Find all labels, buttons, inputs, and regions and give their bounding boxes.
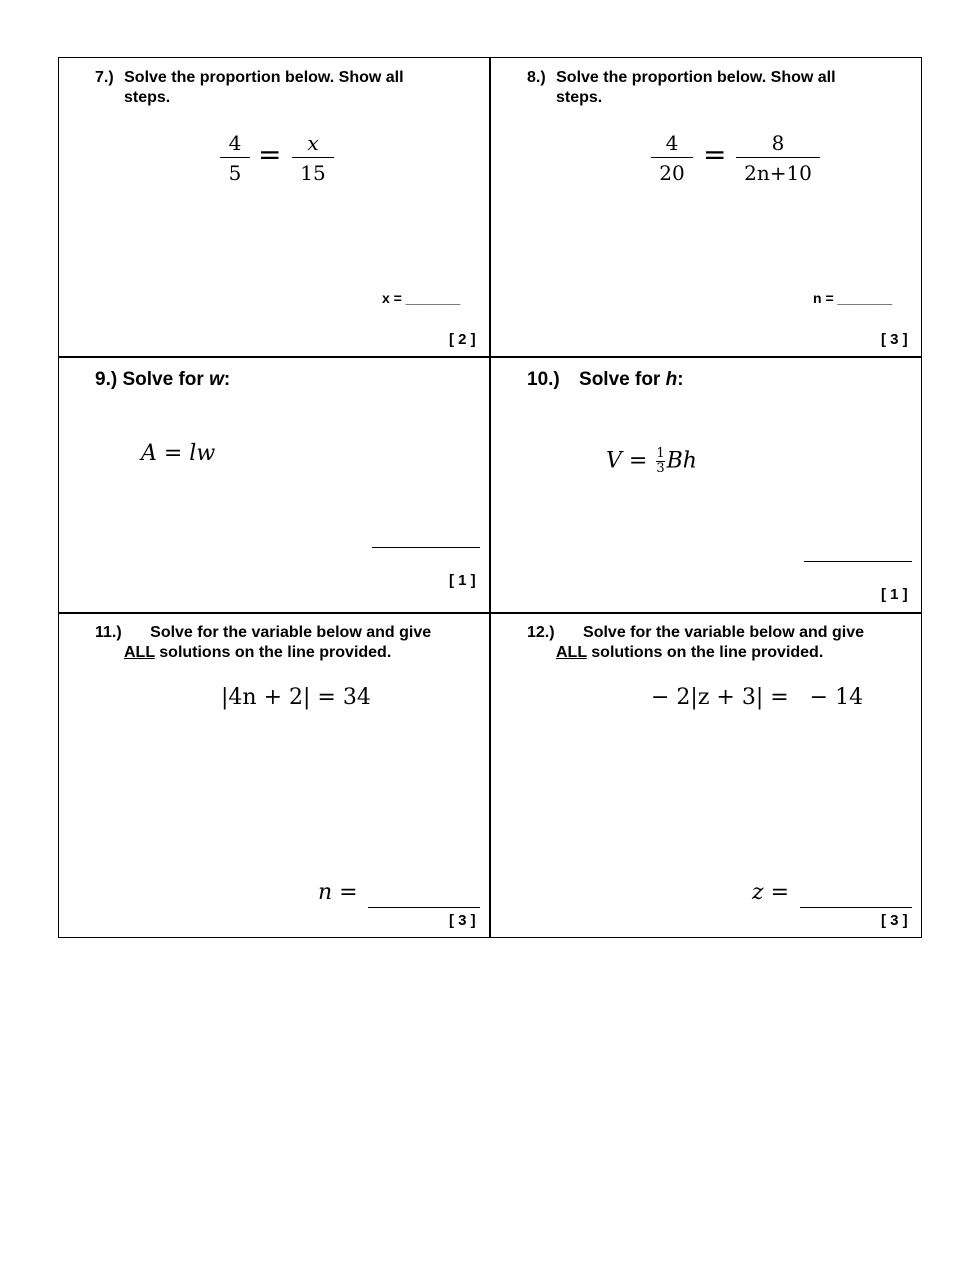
equals-sign: = [258, 138, 282, 171]
equation: − 2|z + 3| = − 14 [651, 685, 864, 710]
problem-number: 8.) [527, 69, 546, 86]
equation: $V = \frac{1}{3}Bh$ [606, 446, 697, 476]
problem-prompt-cont: ALL solutions on the line provided. [556, 644, 824, 661]
problem-prompt-cont: steps. [124, 89, 171, 106]
answer-label: x = [382, 290, 402, 306]
problem-prompt: Solve for the variable below and give [583, 624, 864, 641]
answer-line[interactable] [804, 561, 912, 562]
fraction: 4 20 [651, 131, 693, 186]
problem-prompt: Solve for [579, 369, 661, 390]
answer-label: z = [752, 880, 790, 905]
problem-prompt-cont: ALL solutions on the line provided. [124, 644, 392, 661]
answer-line[interactable] [368, 907, 480, 908]
answer-label: n = [813, 290, 834, 306]
fraction: $\frac{1}{3}$ [656, 446, 665, 476]
problem-number: 12.) [527, 624, 555, 641]
answer-line[interactable] [800, 907, 912, 908]
fraction: 4 5 [220, 131, 250, 186]
problem-prompt: Solve the proportion below. Show all [124, 69, 404, 86]
answer-line[interactable]: _______ [837, 290, 893, 306]
grid-divider-row2 [58, 612, 922, 614]
equals-sign: = [703, 138, 727, 171]
fraction: 8 2n+10 [736, 131, 820, 186]
points-value: [ 3 ] [881, 912, 908, 929]
equation: |4n + 2| = 34 [221, 685, 371, 710]
answer-label: n = [318, 880, 358, 905]
problem-number: 7.) [95, 69, 114, 86]
answer-line[interactable]: _______ [405, 290, 461, 306]
problem-prompt-cont: steps. [556, 89, 603, 106]
emphasis-all: ALL [124, 644, 155, 661]
answer-line[interactable] [372, 547, 480, 548]
points-value: [ 3 ] [881, 331, 908, 348]
problem-prompt: Solve for the variable below and give [150, 624, 432, 641]
points-value: [ 1 ] [449, 572, 476, 589]
target-variable: w [209, 369, 224, 390]
points-value: [ 1 ] [881, 586, 908, 603]
problem-number: 11.) [95, 624, 122, 641]
problem-prompt: Solve for [122, 369, 204, 390]
grid-divider-vertical [489, 57, 491, 938]
points-value: [ 3 ] [449, 912, 476, 929]
problem-number: 10.) [527, 369, 560, 390]
problem-number: 9.) [95, 369, 118, 390]
target-variable: h [665, 369, 678, 390]
equation: A = lw [141, 441, 216, 466]
grid-divider-row1 [58, 356, 922, 358]
fraction: x 15 [292, 131, 334, 186]
problem-prompt: Solve the proportion below. Show all [556, 69, 836, 86]
emphasis-all: ALL [556, 644, 587, 661]
points-value: [ 2 ] [449, 331, 476, 348]
